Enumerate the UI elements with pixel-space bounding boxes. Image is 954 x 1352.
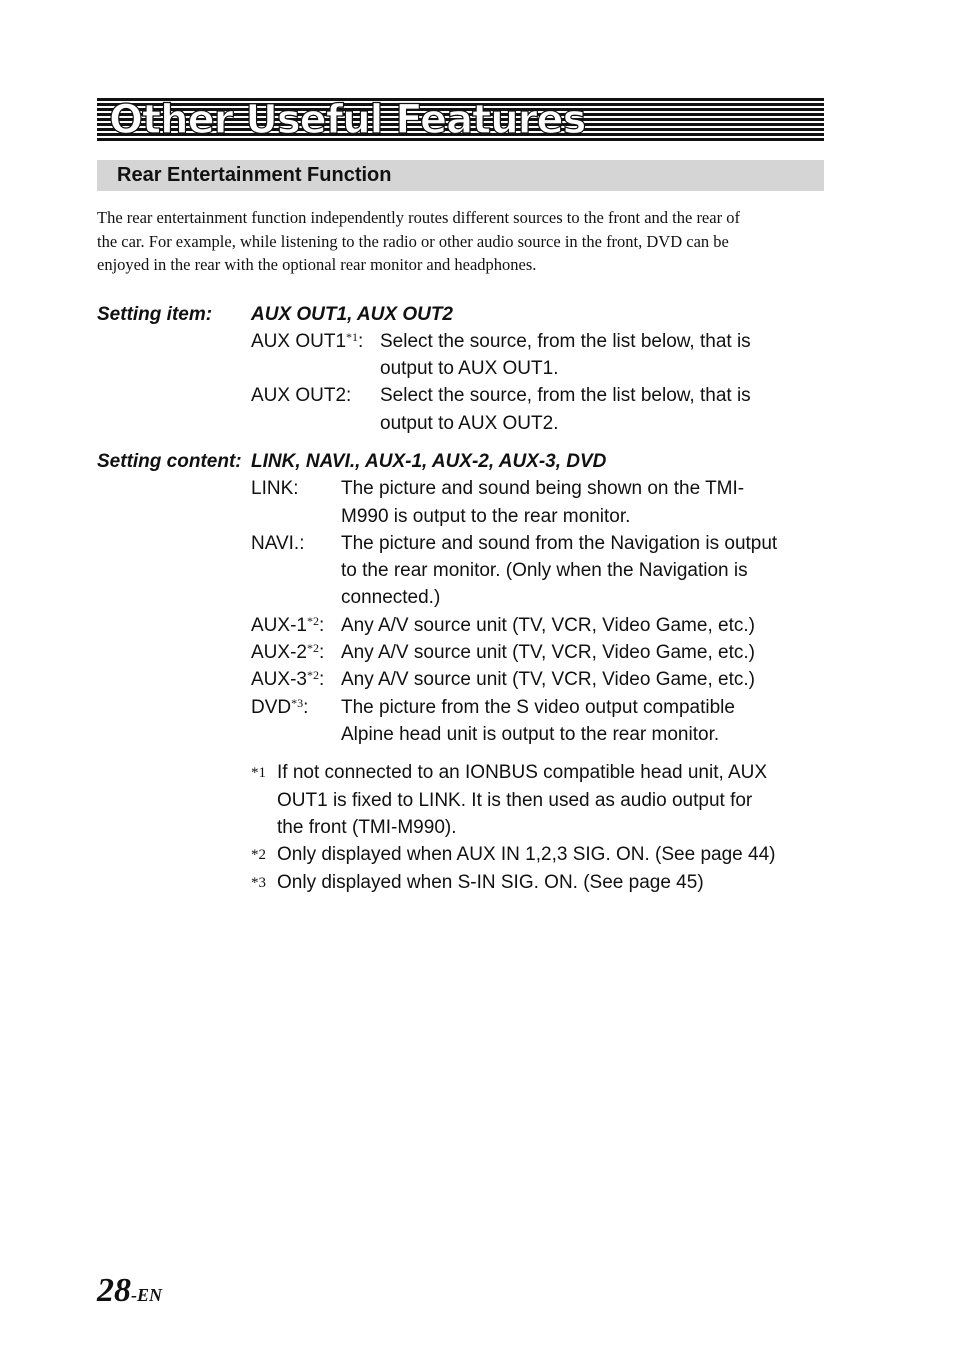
footnote-ref: *2 (306, 641, 319, 655)
aux-out1-desc-line: output to AUX OUT1. (380, 358, 559, 379)
page-number: 28-EN (97, 1272, 162, 1309)
section-header (97, 160, 824, 191)
footnote-ref: *2 (306, 668, 319, 682)
navi-desc-line: The picture and sound from the Navigation is output (341, 533, 778, 554)
dvd-desc-line: Alpine head unit is output to the rear monitor. (341, 724, 720, 745)
navi-desc-line: connected.) (341, 587, 441, 608)
footnote-line: the front (TMI-M990). (277, 817, 457, 838)
setting-item-value: AUX OUT1, AUX OUT2 (251, 304, 453, 325)
intro-paragraph (97, 206, 824, 277)
footnote-mark: *3 (251, 875, 266, 891)
intro-line: enjoyed in the rear with the optional rear monitor and headphones. (97, 255, 537, 274)
setting-item-label: Setting item: (97, 304, 213, 325)
aux3-desc-line: Any A/V source unit (TV, VCR, Video Game, etc.) (341, 669, 755, 690)
footnote-ref: *3 (291, 696, 304, 710)
aux-out2-desc-line: output to AUX OUT2. (380, 413, 559, 434)
page-title: Other Useful Features (109, 97, 586, 143)
footnote-mark: *1 (251, 765, 266, 781)
aux2-desc-line: Any A/V source unit (TV, VCR, Video Game, etc.) (341, 642, 755, 663)
aux-out1-desc-line: Select the source, from the list below, that is (380, 331, 751, 352)
footnote-line: OUT1 is fixed to LINK. It is then used as audio output for (277, 790, 753, 811)
aux-out2-desc-line: Select the source, from the list below, that is (380, 385, 751, 406)
footnote-line: Only displayed when AUX IN 1,2,3 SIG. ON. (See page 44) (277, 844, 776, 865)
footnote-line: If not connected to an IONBUS compatible head unit, AUX (277, 762, 768, 783)
footnote-line: Only displayed when S-IN SIG. ON. (See page 45) (277, 872, 704, 893)
intro-line: the car. For example, while listening to the radio or other audio source in the front, DVD can be (97, 231, 729, 251)
section-title: Rear Entertainment Function (117, 164, 392, 186)
aux-out1-key: AUX OUT1$^{*1}$: (251, 330, 364, 352)
navi-desc-line: to the rear monitor. (Only when the Navigation is (341, 560, 748, 581)
link-desc-line: M990 is output to the rear monitor. (341, 506, 631, 527)
footnote-mark: *2 (251, 847, 266, 863)
dvd-desc-line: The picture from the S video output compatible (341, 697, 735, 718)
dvd-key: DVD$^{*3}$: (251, 696, 309, 718)
aux2-key: AUX-2$^{*2}$: (251, 641, 325, 663)
setting-content-value: LINK, NAVI., AUX-1, AUX-2, AUX-3, DVD (251, 451, 607, 472)
link-key: LINK: (251, 478, 299, 499)
title-band (97, 98, 824, 142)
setting-content-label: Setting content: (97, 451, 242, 472)
intro-line: The rear entertainment function independently routes different sources to the front and the rear of (97, 208, 740, 227)
footnote-ref: *1 (346, 330, 359, 344)
link-desc-line: The picture and sound being shown on the TMI- (341, 478, 745, 499)
navi-key: NAVI.: (251, 533, 305, 554)
aux-out2-key: AUX OUT2: (251, 385, 352, 406)
aux1-key: AUX-1$^{*2}$: (251, 614, 325, 636)
aux1-desc-line: Any A/V source unit (TV, VCR, Video Game, etc.) (341, 615, 755, 636)
footnote-ref: *2 (306, 614, 319, 628)
aux3-key: AUX-3$^{*2}$: (251, 668, 325, 690)
